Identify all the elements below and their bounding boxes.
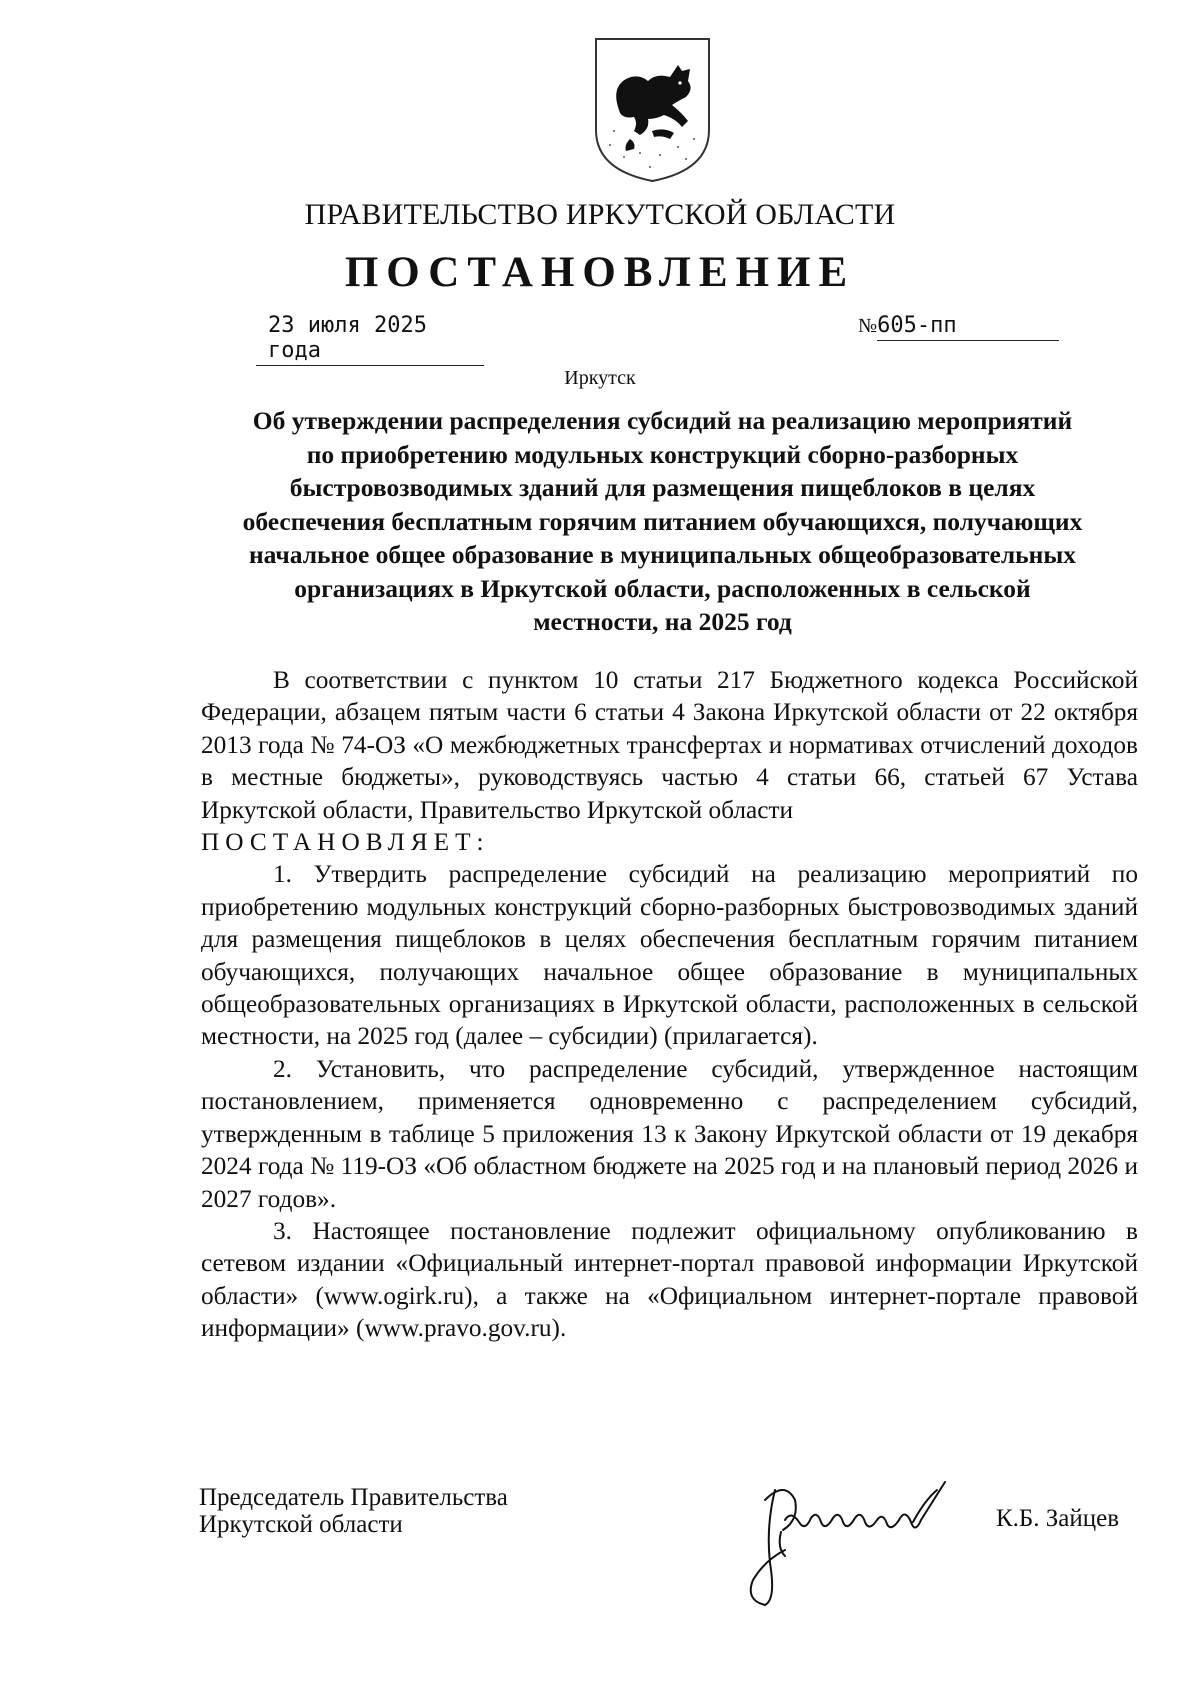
document-title [200,404,1125,639]
resolves-heading: ПОСТАНОВЛЯЕТ: [201,828,490,857]
signatory-title-line: Председатель Правительства [199,1484,508,1511]
title-line: быстровозводимых зданий для размещения пищеблоков в целях [289,473,1036,502]
title-line: местности, на 2025 год [533,607,792,636]
document-city: Иркутск [564,367,636,389]
title-line: организациях в Иркутской области, расположенных в сельской [294,573,1031,603]
document-number: 605-пп [877,313,1059,341]
title-line: по приобретению модульных конструкций сборно-разборных [306,439,1019,469]
number-label: № [858,315,878,337]
document-number-block [858,313,1059,341]
handwritten-signature-icon [725,1460,985,1610]
signatory-title-line: Иркутской области [199,1511,403,1538]
document-body [201,664,1138,1345]
item-paragraph-2: 2. Установить, что распределение субсидий, утвержденное настоящим постановлением, применяется одновременно с распределением субсидий, утвержденным в таблице 5 приложения 13 к Закону Иркутской области от 19 декабря 2024 года № 119-ОЗ «Об областном бюджете на 2025 год и на плановый период 2026 и 2027 годов». [201,1054,1138,1213]
government-name: ПРАВИТЕЛЬСТВО ИРКУТСКОЙ ОБЛАСТИ [304,198,896,231]
item-paragraph-1: 1. Утвердить распределение субсидий на реализацию мероприятий по приобретению модульных конструкций сборно-разборных быстровозводимых зданий для размещения пищеблоков в целях обеспечения бесплатным горячим питанием обучающихся, получающих начальное общее образование в муниципальных общеобразовательных организациях в Иркутской области, расположенных в сельской местности, на 2025 год (далее – субсидии) (прилагается). [201,860,1138,1051]
irkutsk-coat-of-arms-icon [590,35,715,185]
signatory-title [199,1484,508,1538]
title-line: начальное общее образование в муниципальных общеобразовательных [248,540,1077,569]
signatory-name: К.Б. Зайцев [996,1505,1120,1532]
title-line: обеспечения бесплатным горячим питанием обучающихся, получающих [242,506,1083,536]
item-paragraph-3: 3. Настоящее постановление подлежит официальному опубликованию в сетевом издании «Официальный интернет-портал правовой информации Иркутской области» (www.ogirk.ru), а также на «Официальном интернет-портале правовой информации» (www.pravo.gov.ru). [201,1216,1138,1343]
title-line: Об утверждении распределения субсидий на реализацию мероприятий [252,406,1073,435]
document-date: 23 июля 2025 года [256,313,484,366]
document-type: ПОСТАНОВЛЕНИЕ [344,249,856,296]
preamble-paragraph: В соответствии с пунктом 10 статьи 217 Бюджетного кодекса Российской Федерации, абзацем пятым части 6 статьи 4 Закона Иркутской области от 22 октября 2013 года № 74-ОЗ «О межбюджетных трансфертах и нормативах отчислений доходов в местные бюджеты», руководствуясь частью 4 статьи 66, статьей 67 Устава Иркутской области, Правительство Иркутской области [201,666,1138,824]
